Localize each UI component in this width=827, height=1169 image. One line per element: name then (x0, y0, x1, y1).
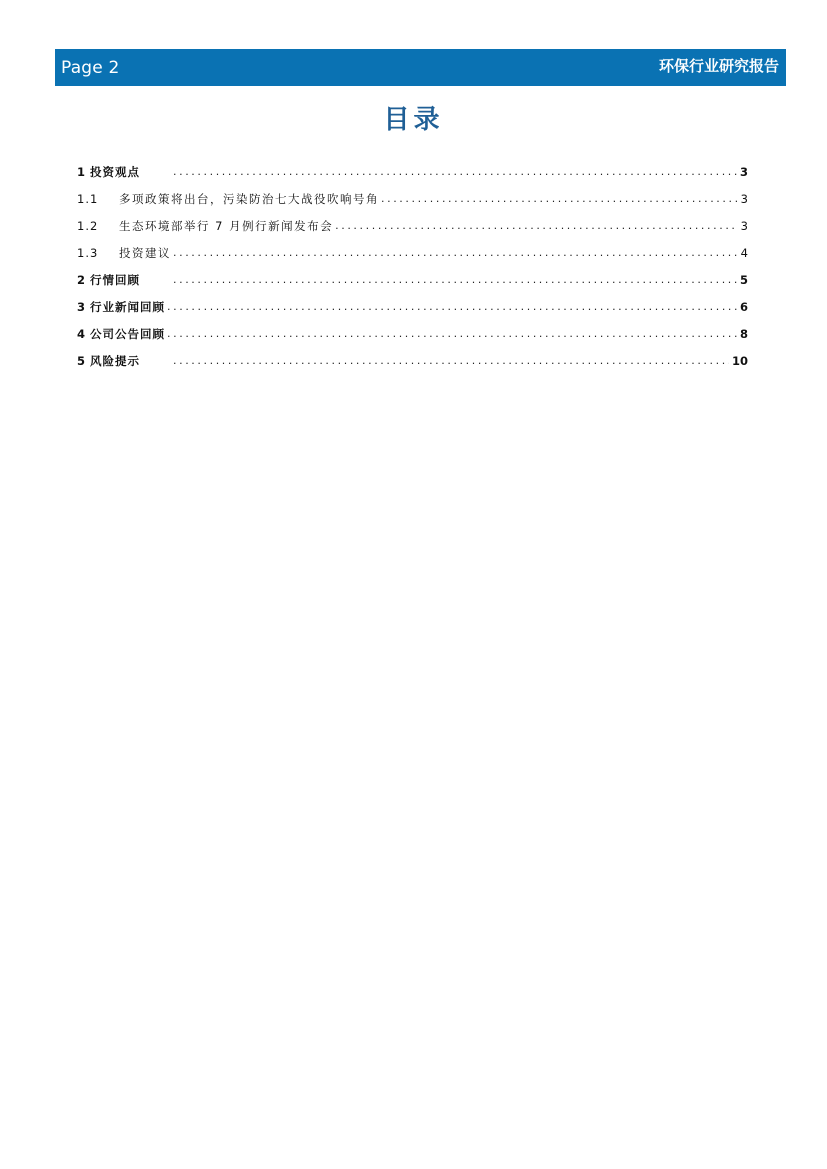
toc-dot-leader (167, 326, 737, 342)
toc-entry-text: 生态环境部举行 7 月例行新闻发布会 (119, 218, 334, 233)
page-number-label: Page 2 (61, 58, 120, 78)
toc-dot-leader (167, 299, 737, 315)
toc-heading: 目录 (383, 105, 444, 135)
toc-entry-4[interactable] (77, 320, 748, 347)
toc-entry-page: 10 (731, 353, 748, 368)
toc-entry-2[interactable] (77, 266, 748, 293)
toc-entry-page: 3 (739, 164, 748, 179)
toc-dot-leader (173, 245, 738, 261)
toc-dot-leader (173, 164, 737, 180)
toc-entry-page: 3 (740, 191, 748, 206)
toc-entry-1[interactable] (77, 158, 748, 185)
toc-entry-5[interactable] (77, 347, 748, 374)
toc-entry-number: 1 (77, 164, 86, 179)
toc-entry-number: 1.2 (77, 218, 99, 233)
toc-entry-page: 6 (739, 299, 748, 314)
toc-dot-leader (173, 272, 737, 288)
toc-entry-number: 4 (77, 326, 86, 341)
toc-entry-number: 5 (77, 353, 86, 368)
toc-entry-page: 4 (740, 245, 748, 260)
toc-dot-leader (335, 218, 738, 234)
toc-entry-1-2[interactable] (77, 212, 748, 239)
toc-entry-number: 1.1 (77, 191, 99, 206)
toc-entry-text: 行业新闻回顾 (90, 299, 166, 314)
toc-entry-text: 风险提示 (90, 353, 141, 368)
toc-entry-text: 行情回顾 (90, 272, 141, 287)
report-title: 环保行业研究报告 (658, 57, 779, 75)
toc-entry-text: 投资观点 (90, 164, 141, 179)
toc-entry-page: 5 (739, 272, 748, 287)
toc-entry-number: 3 (77, 299, 86, 314)
toc-entry-text: 公司公告回顾 (90, 326, 166, 341)
toc-entry-text: 多项政策将出台，污染防治七大战役吹响号角 (119, 191, 379, 206)
toc-entry-page: 8 (739, 326, 748, 341)
toc-entry-number: 1.3 (77, 245, 99, 260)
toc-dot-leader (173, 353, 729, 369)
table-of-contents (77, 158, 748, 374)
toc-entry-text: 投资建议 (119, 245, 171, 260)
page-header (55, 49, 786, 86)
toc-entry-3[interactable] (77, 293, 748, 320)
toc-entry-1-1[interactable] (77, 185, 748, 212)
toc-entry-page: 3 (740, 218, 748, 233)
toc-entry-number: 2 (77, 272, 86, 287)
toc-dot-leader (381, 191, 738, 207)
toc-entry-1-3[interactable] (77, 239, 748, 266)
